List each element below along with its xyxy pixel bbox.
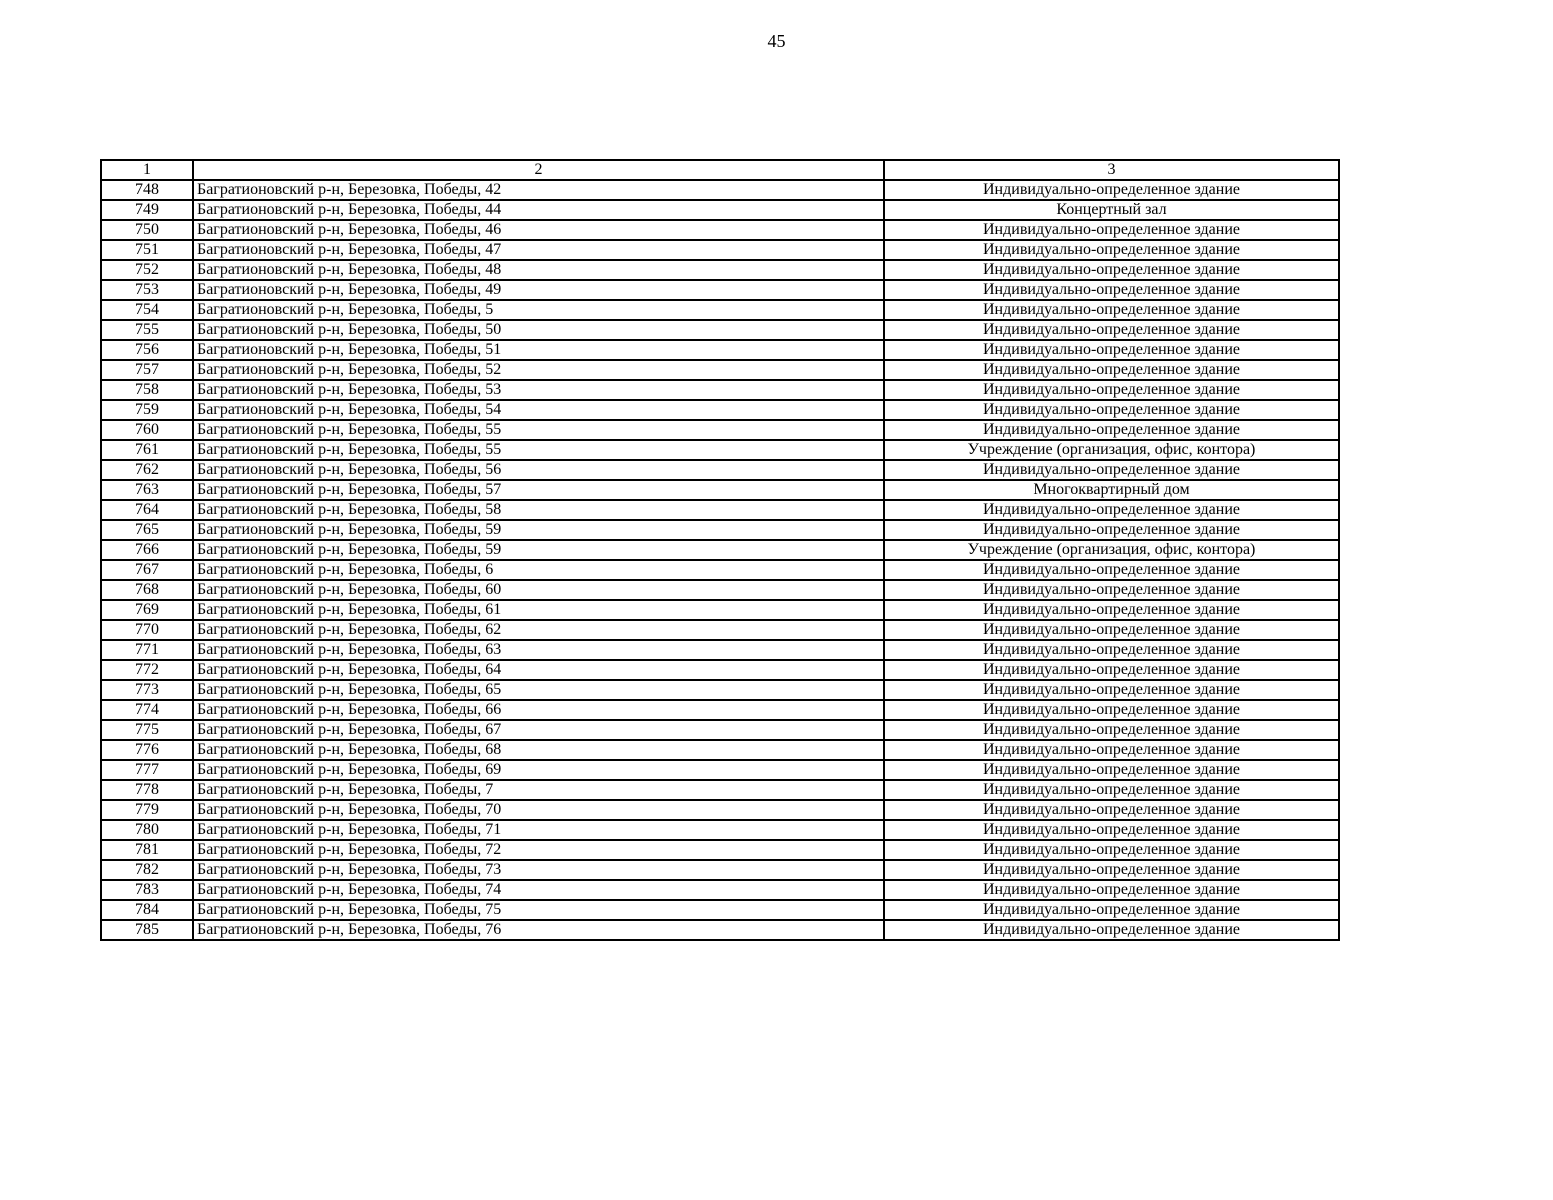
table-row [101,380,1339,400]
row-number-cell: 782 [101,860,193,880]
row-number-cell: 755 [101,320,193,340]
address-cell: Багратионовский р-н, Березовка, Победы, 64 [193,660,884,680]
object-type-cell: Индивидуально-определенное здание [884,320,1339,340]
table-row [101,580,1339,600]
table-row [101,340,1339,360]
table-row [101,880,1339,900]
table-row [101,280,1339,300]
address-cell: Багратионовский р-н, Березовка, Победы, 76 [193,920,884,940]
address-cell: Багратионовский р-н, Березовка, Победы, 59 [193,520,884,540]
row-number-cell: 775 [101,720,193,740]
object-type-cell: Индивидуально-определенное здание [884,400,1339,420]
address-cell: Багратионовский р-н, Березовка, Победы, 6 [193,560,884,580]
object-type-cell: Индивидуально-определенное здание [884,800,1339,820]
object-type-cell: Индивидуально-определенное здание [884,260,1339,280]
column-header-type: 3 [884,160,1339,180]
object-type-cell: Индивидуально-определенное здание [884,500,1339,520]
table-row [101,180,1339,200]
row-number-cell: 762 [101,460,193,480]
table-row [101,460,1339,480]
object-type-cell: Учреждение (организация, офис, контора) [884,540,1339,560]
table-row [101,240,1339,260]
object-type-cell: Индивидуально-определенное здание [884,420,1339,440]
address-cell: Багратионовский р-н, Березовка, Победы, 67 [193,720,884,740]
object-type-cell: Индивидуально-определенное здание [884,620,1339,640]
object-type-cell: Индивидуально-определенное здание [884,300,1339,320]
address-cell: Багратионовский р-н, Березовка, Победы, 69 [193,760,884,780]
table-row [101,760,1339,780]
address-cell: Багратионовский р-н, Березовка, Победы, 65 [193,680,884,700]
table-row [101,400,1339,420]
address-cell: Багратионовский р-н, Березовка, Победы, 75 [193,900,884,920]
table-row [101,780,1339,800]
object-type-cell: Индивидуально-определенное здание [884,720,1339,740]
object-type-cell: Индивидуально-определенное здание [884,660,1339,680]
address-cell: Багратионовский р-н, Березовка, Победы, 44 [193,200,884,220]
row-number-cell: 771 [101,640,193,660]
address-cell: Багратионовский р-н, Березовка, Победы, 72 [193,840,884,860]
address-cell: Багратионовский р-н, Березовка, Победы, 63 [193,640,884,660]
address-cell: Багратионовский р-н, Березовка, Победы, 51 [193,340,884,360]
row-number-cell: 756 [101,340,193,360]
row-number-cell: 770 [101,620,193,640]
object-type-cell: Индивидуально-определенное здание [884,640,1339,660]
object-type-cell: Индивидуально-определенное здание [884,520,1339,540]
address-cell: Багратионовский р-н, Березовка, Победы, 66 [193,700,884,720]
registry-table-body [101,160,1339,940]
row-number-cell: 752 [101,260,193,280]
table-row [101,500,1339,520]
object-type-cell: Индивидуально-определенное здание [884,180,1339,200]
table-row [101,920,1339,940]
table-row [101,320,1339,340]
address-cell: Багратионовский р-н, Березовка, Победы, 48 [193,260,884,280]
row-number-cell: 766 [101,540,193,560]
table-row [101,420,1339,440]
address-cell: Багратионовский р-н, Березовка, Победы, 47 [193,240,884,260]
row-number-cell: 774 [101,700,193,720]
row-number-cell: 750 [101,220,193,240]
row-number-cell: 749 [101,200,193,220]
table-row [101,660,1339,680]
table-row [101,620,1339,640]
address-cell: Багратионовский р-н, Березовка, Победы, 7 [193,780,884,800]
address-cell: Багратионовский р-н, Березовка, Победы, 73 [193,860,884,880]
address-cell: Багратионовский р-н, Березовка, Победы, 58 [193,500,884,520]
object-type-cell: Многоквартирный дом [884,480,1339,500]
address-cell: Багратионовский р-н, Березовка, Победы, 57 [193,480,884,500]
address-cell: Багратионовский р-н, Березовка, Победы, 52 [193,360,884,380]
table-row [101,700,1339,720]
address-cell: Багратионовский р-н, Березовка, Победы, 54 [193,400,884,420]
row-number-cell: 773 [101,680,193,700]
address-cell: Багратионовский р-н, Березовка, Победы, 59 [193,540,884,560]
object-type-cell: Индивидуально-определенное здание [884,280,1339,300]
registry-table [100,159,1340,941]
column-header-address: 2 [193,160,884,180]
address-cell: Багратионовский р-н, Березовка, Победы, 53 [193,380,884,400]
row-number-cell: 780 [101,820,193,840]
table-row [101,820,1339,840]
row-number-cell: 764 [101,500,193,520]
row-number-cell: 781 [101,840,193,860]
table-row [101,800,1339,820]
object-type-cell: Индивидуально-определенное здание [884,780,1339,800]
row-number-cell: 767 [101,560,193,580]
address-cell: Багратионовский р-н, Березовка, Победы, 61 [193,600,884,620]
row-number-cell: 784 [101,900,193,920]
object-type-cell: Индивидуально-определенное здание [884,740,1339,760]
address-cell: Багратионовский р-н, Березовка, Победы, 55 [193,420,884,440]
row-number-cell: 761 [101,440,193,460]
table-row [101,520,1339,540]
address-cell: Багратионовский р-н, Березовка, Победы, 5 [193,300,884,320]
object-type-cell: Индивидуально-определенное здание [884,240,1339,260]
table-row [101,900,1339,920]
object-type-cell: Индивидуально-определенное здание [884,340,1339,360]
address-cell: Багратионовский р-н, Березовка, Победы, 50 [193,320,884,340]
table-row [101,860,1339,880]
address-cell: Багратионовский р-н, Березовка, Победы, 56 [193,460,884,480]
object-type-cell: Индивидуально-определенное здание [884,600,1339,620]
object-type-cell: Индивидуально-определенное здание [884,560,1339,580]
table-row [101,540,1339,560]
row-number-cell: 758 [101,380,193,400]
page-number: 45 [767,31,786,51]
row-number-cell: 751 [101,240,193,260]
address-cell: Багратионовский р-н, Березовка, Победы, 46 [193,220,884,240]
address-cell: Багратионовский р-н, Березовка, Победы, 68 [193,740,884,760]
table-row [101,360,1339,380]
row-number-cell: 785 [101,920,193,940]
table-row [101,260,1339,280]
table-row [101,740,1339,760]
object-type-cell: Индивидуально-определенное здание [884,760,1339,780]
table-row [101,680,1339,700]
object-type-cell: Индивидуально-определенное здание [884,700,1339,720]
table-header-row [101,160,1339,180]
table-row [101,600,1339,620]
column-header-number: 1 [101,160,193,180]
row-number-cell: 768 [101,580,193,600]
object-type-cell: Индивидуально-определенное здание [884,580,1339,600]
row-number-cell: 763 [101,480,193,500]
row-number-cell: 779 [101,800,193,820]
table-row [101,300,1339,320]
row-number-cell: 759 [101,400,193,420]
object-type-cell: Учреждение (организация, офис, контора) [884,440,1339,460]
object-type-cell: Индивидуально-определенное здание [884,880,1339,900]
object-type-cell: Индивидуально-определенное здание [884,460,1339,480]
table-row [101,440,1339,460]
row-number-cell: 760 [101,420,193,440]
object-type-cell: Индивидуально-определенное здание [884,820,1339,840]
address-cell: Багратионовский р-н, Березовка, Победы, 49 [193,280,884,300]
table-row [101,720,1339,740]
table-row [101,560,1339,580]
address-cell: Багратионовский р-н, Березовка, Победы, 42 [193,180,884,200]
table-row [101,480,1339,500]
object-type-cell: Индивидуально-определенное здание [884,840,1339,860]
object-type-cell: Индивидуально-определенное здание [884,680,1339,700]
row-number-cell: 753 [101,280,193,300]
row-number-cell: 783 [101,880,193,900]
object-type-cell: Концертный зал [884,200,1339,220]
address-cell: Багратионовский р-н, Березовка, Победы, 55 [193,440,884,460]
row-number-cell: 769 [101,600,193,620]
address-cell: Багратионовский р-н, Березовка, Победы, 62 [193,620,884,640]
address-cell: Багратионовский р-н, Березовка, Победы, 70 [193,800,884,820]
object-type-cell: Индивидуально-определенное здание [884,920,1339,940]
object-type-cell: Индивидуально-определенное здание [884,360,1339,380]
object-type-cell: Индивидуально-определенное здание [884,860,1339,880]
object-type-cell: Индивидуально-определенное здание [884,380,1339,400]
row-number-cell: 765 [101,520,193,540]
row-number-cell: 777 [101,760,193,780]
address-cell: Багратионовский р-н, Березовка, Победы, 74 [193,880,884,900]
row-number-cell: 778 [101,780,193,800]
table-row [101,640,1339,660]
object-type-cell: Индивидуально-определенное здание [884,220,1339,240]
row-number-cell: 757 [101,360,193,380]
table-row [101,840,1339,860]
row-number-cell: 754 [101,300,193,320]
table-row [101,220,1339,240]
address-cell: Багратионовский р-н, Березовка, Победы, 60 [193,580,884,600]
row-number-cell: 776 [101,740,193,760]
row-number-cell: 748 [101,180,193,200]
address-cell: Багратионовский р-н, Березовка, Победы, 71 [193,820,884,840]
row-number-cell: 772 [101,660,193,680]
table-row [101,200,1339,220]
object-type-cell: Индивидуально-определенное здание [884,900,1339,920]
